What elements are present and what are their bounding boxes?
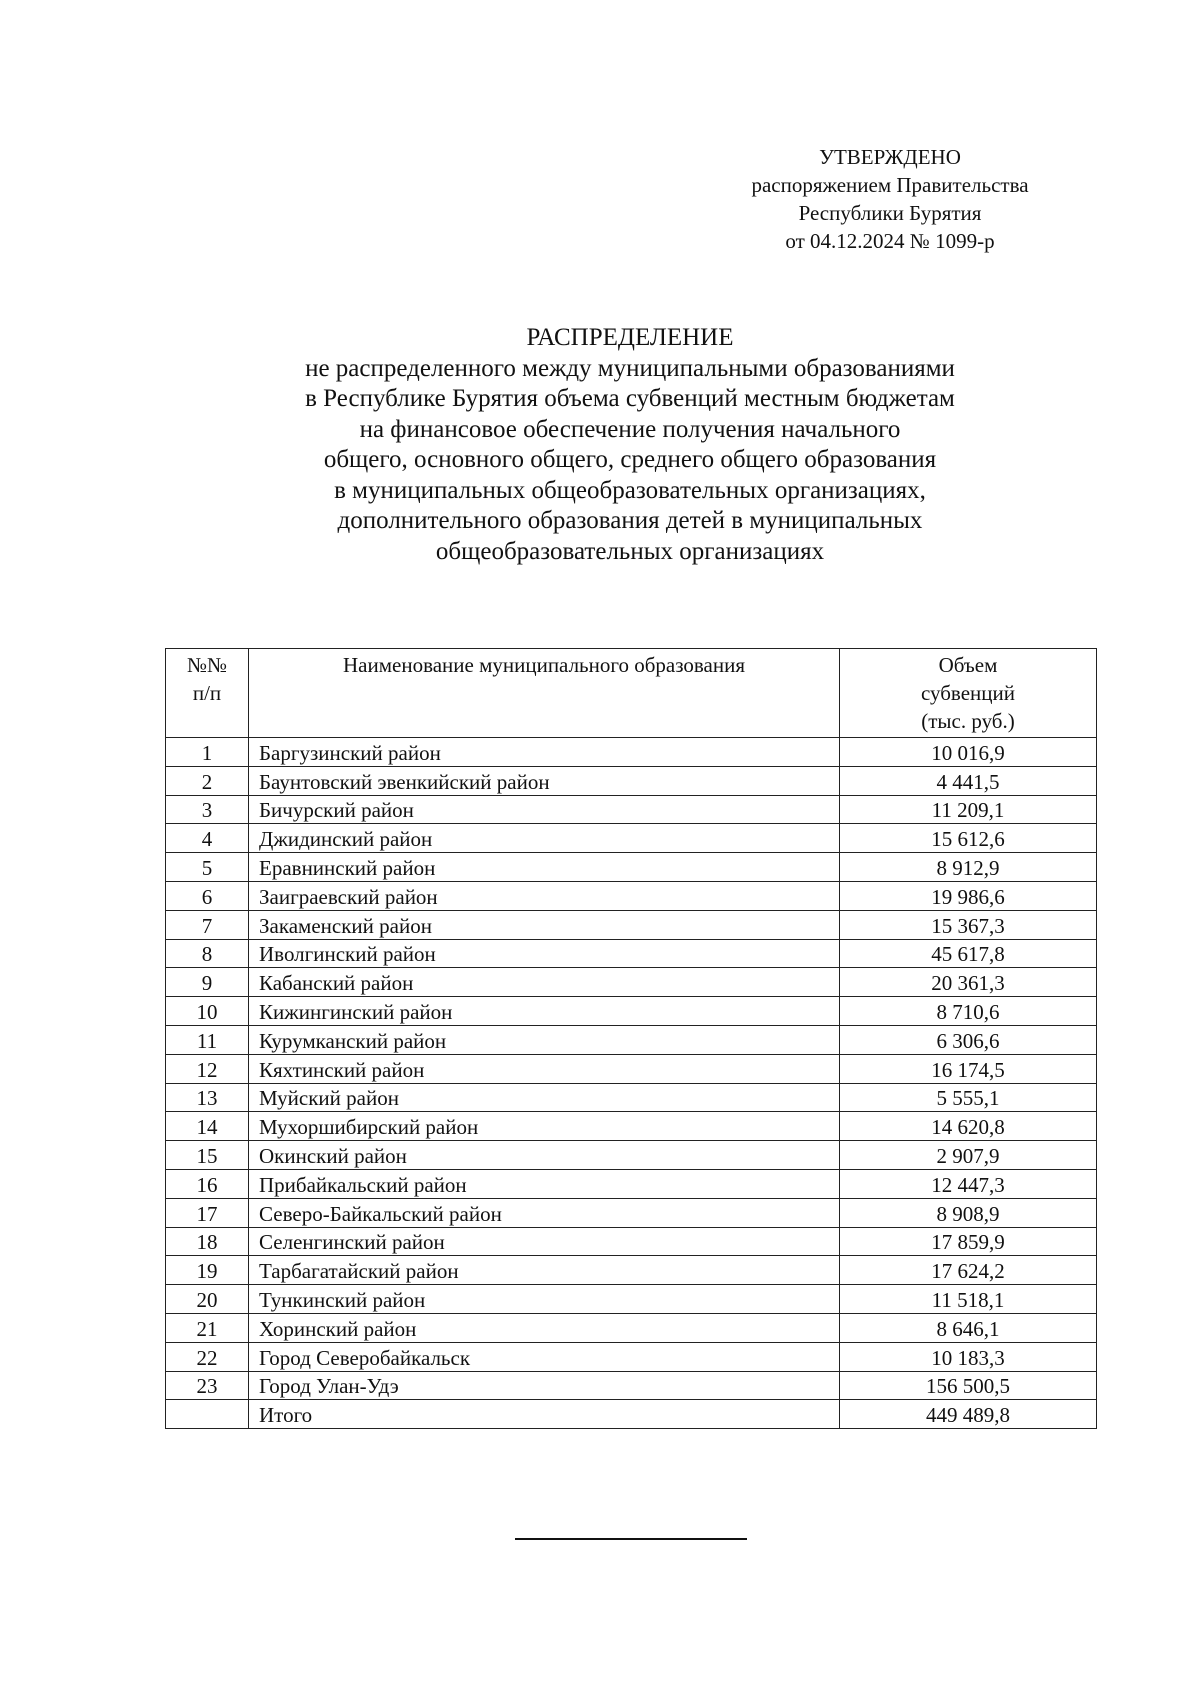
municipality-name: Мухоршибирский район (249, 1112, 840, 1141)
subvention-amount: 449 489,8 (840, 1400, 1097, 1429)
table-row (166, 1371, 1097, 1400)
title-line: общего, основного общего, среднего общего образования (323, 446, 937, 473)
document-title (200, 323, 1060, 567)
subvention-amount: 17 859,9 (840, 1227, 1097, 1256)
row-number: 19 (166, 1256, 249, 1285)
municipality-name: Итого (249, 1400, 840, 1429)
table-row (166, 1083, 1097, 1112)
approval-stamp (700, 143, 1080, 255)
row-number: 17 (166, 1198, 249, 1227)
title-line: в Республике Бурятия объема субвенций местным бюджетам (305, 385, 955, 412)
table-header-row (166, 649, 1097, 738)
municipality-name: Прибайкальский район (249, 1169, 840, 1198)
title-line: не распределенного между муниципальными образованиями (305, 354, 955, 382)
header-name: Наименование муниципального образования (249, 649, 840, 738)
subvention-amount: 20 361,3 (840, 968, 1097, 997)
row-number: 18 (166, 1227, 249, 1256)
approval-region: Республики Бурятия (798, 201, 982, 225)
subvention-amount: 8 908,9 (840, 1198, 1097, 1227)
row-number: 7 (166, 910, 249, 939)
subvention-amount: 14 620,8 (840, 1112, 1097, 1141)
table-row (166, 1342, 1097, 1371)
row-number: 4 (166, 824, 249, 853)
table-row (166, 1169, 1097, 1198)
subvention-amount: 11 518,1 (840, 1285, 1097, 1314)
row-number: 15 (166, 1141, 249, 1170)
municipality-name: Тункинский район (249, 1285, 840, 1314)
subvention-amount: 2 907,9 (840, 1141, 1097, 1170)
row-number: 20 (166, 1285, 249, 1314)
subvention-amount: 8 710,6 (840, 997, 1097, 1026)
subvention-amount: 12 447,3 (840, 1169, 1097, 1198)
header-volume-line: Объем (938, 653, 998, 677)
municipality-name: Муйский район (249, 1083, 840, 1112)
row-number: 2 (166, 766, 249, 795)
subvention-amount: 156 500,5 (840, 1371, 1097, 1400)
table-row (166, 1198, 1097, 1227)
table-row (166, 939, 1097, 968)
row-number: 5 (166, 853, 249, 882)
table-row (166, 1227, 1097, 1256)
header-volume-line: (тыс. руб.) (921, 709, 1015, 733)
municipality-name: Окинский район (249, 1141, 840, 1170)
municipality-name: Иволгинский район (249, 939, 840, 968)
subvention-amount: 11 209,1 (840, 795, 1097, 824)
subvention-amount: 15 612,6 (840, 824, 1097, 853)
subvention-amount: 15 367,3 (840, 910, 1097, 939)
subvention-amount: 10 183,3 (840, 1342, 1097, 1371)
table-row (166, 997, 1097, 1026)
municipality-name: Джидинский район (249, 824, 840, 853)
header-volume (840, 649, 1097, 738)
subvention-amount: 16 174,5 (840, 1054, 1097, 1083)
approval-order-date: от 04.12.2024 № 1099-р (785, 229, 995, 253)
table-row (166, 1285, 1097, 1314)
municipality-name: Тарбагатайский район (249, 1256, 840, 1285)
table-row (166, 1054, 1097, 1083)
table-row (166, 910, 1097, 939)
municipality-name: Бичурский район (249, 795, 840, 824)
header-volume-line: субвенций (920, 681, 1016, 705)
subvention-amount: 8 912,9 (840, 853, 1097, 882)
municipality-name: Кяхтинский район (249, 1054, 840, 1083)
municipality-name: Кижингинский район (249, 997, 840, 1026)
table-row (166, 766, 1097, 795)
title-line: в муниципальных общеобразовательных организациях, (334, 476, 926, 504)
subvention-amount: 4 441,5 (840, 766, 1097, 795)
row-number: 13 (166, 1083, 249, 1112)
row-number: 11 (166, 1025, 249, 1054)
header-number (166, 649, 249, 738)
closing-line (515, 1538, 747, 1540)
row-number: 8 (166, 939, 249, 968)
title-heading: РАСПРЕДЕЛЕНИЕ (526, 324, 734, 351)
row-number: 9 (166, 968, 249, 997)
row-number: 23 (166, 1371, 249, 1400)
row-number (166, 1400, 249, 1429)
total-row (166, 1400, 1097, 1429)
municipality-name: Еравнинский район (249, 853, 840, 882)
subvention-amount: 17 624,2 (840, 1256, 1097, 1285)
table-row (166, 795, 1097, 824)
subvention-amount: 5 555,1 (840, 1083, 1097, 1112)
table-row (166, 824, 1097, 853)
municipality-name: Баргузинский район (249, 738, 840, 767)
row-number: 14 (166, 1112, 249, 1141)
row-number: 22 (166, 1342, 249, 1371)
subvention-amount: 10 016,9 (840, 738, 1097, 767)
row-number: 21 (166, 1313, 249, 1342)
table-row (166, 1256, 1097, 1285)
table-body (166, 738, 1097, 1429)
table-row (166, 853, 1097, 882)
table-row (166, 1025, 1097, 1054)
row-number: 3 (166, 795, 249, 824)
municipality-name: Баунтовский эвенкийский район (249, 766, 840, 795)
table-row (166, 1112, 1097, 1141)
municipality-name: Город Северобайкальск (249, 1342, 840, 1371)
municipality-name: Северо-Байкальский район (249, 1198, 840, 1227)
title-line: на финансовое обеспечение получения начального (359, 415, 901, 443)
row-number: 16 (166, 1169, 249, 1198)
municipality-name: Курумканский район (249, 1025, 840, 1054)
row-number: 1 (166, 738, 249, 767)
approval-heading: УТВЕРЖДЕНО (819, 145, 961, 169)
subvention-amount: 19 986,6 (840, 881, 1097, 910)
table-row (166, 1313, 1097, 1342)
row-number: 6 (166, 881, 249, 910)
municipality-name: Хоринский район (249, 1313, 840, 1342)
title-line: общеобразовательных организациях (435, 537, 825, 565)
table-row (166, 968, 1097, 997)
subvention-amount: 8 646,1 (840, 1313, 1097, 1342)
row-number: 10 (166, 997, 249, 1026)
approval-authority: распоряжением Правительства (751, 173, 1029, 197)
row-number: 12 (166, 1054, 249, 1083)
header-number-line: №№ (186, 653, 228, 677)
municipality-name: Город Улан-Удэ (249, 1371, 840, 1400)
subvention-amount: 6 306,6 (840, 1025, 1097, 1054)
municipality-name: Закаменский район (249, 910, 840, 939)
subvention-amount: 45 617,8 (840, 939, 1097, 968)
table-row (166, 738, 1097, 767)
municipality-name: Кабанский район (249, 968, 840, 997)
header-number-line: п/п (192, 681, 222, 705)
table-row (166, 1141, 1097, 1170)
title-line: дополнительного образования детей в муниципальных (337, 507, 923, 534)
table-row (166, 881, 1097, 910)
municipality-name: Заиграевский район (249, 881, 840, 910)
distribution-table (165, 648, 1097, 1429)
municipality-name: Селенгинский район (249, 1227, 840, 1256)
